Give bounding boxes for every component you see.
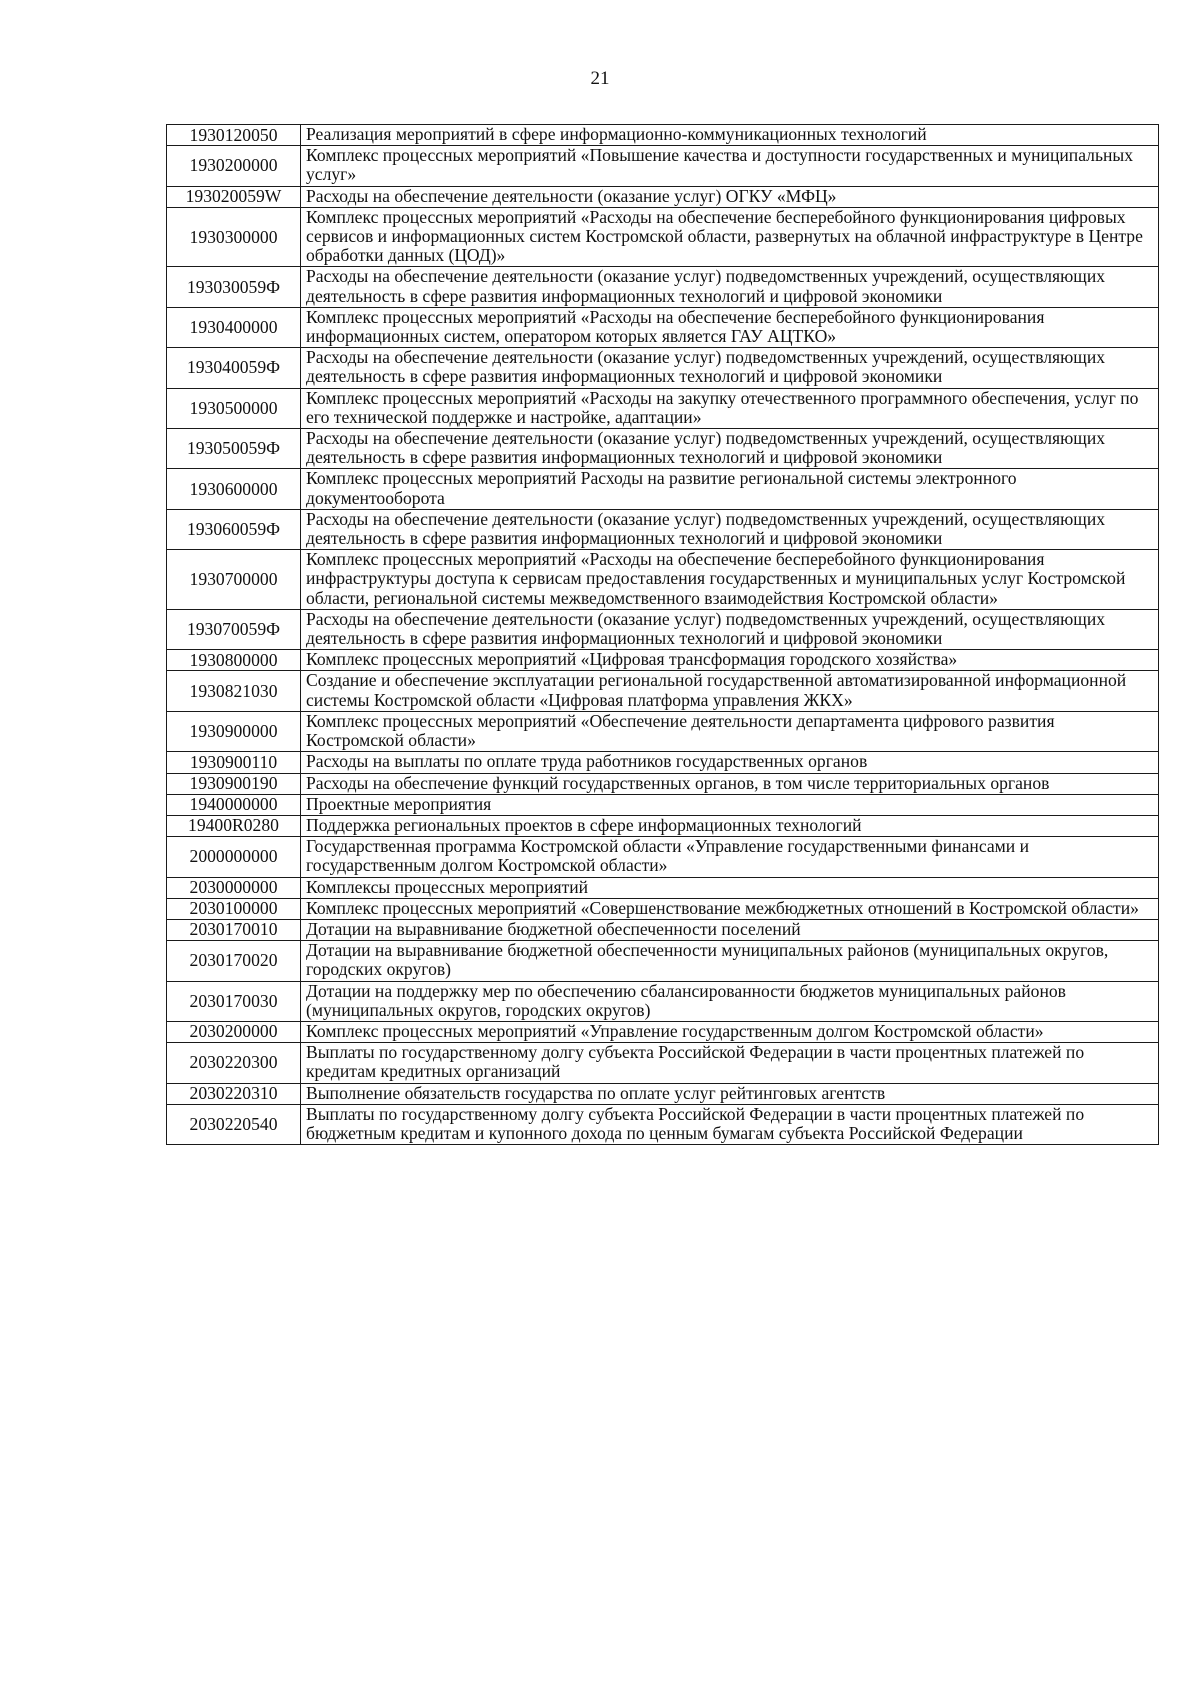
table-row bbox=[167, 981, 1159, 1021]
table-row bbox=[167, 1104, 1159, 1144]
row-code: 1930900000 bbox=[167, 711, 301, 751]
row-code: 1930700000 bbox=[167, 550, 301, 610]
row-description: Дотации на выравнивание бюджетной обеспеченности поселений bbox=[301, 919, 1159, 940]
row-code: 2030000000 bbox=[167, 877, 301, 898]
row-description: Комплекс процессных мероприятий «Цифровая трансформация городского хозяйства» bbox=[301, 650, 1159, 671]
table-row bbox=[167, 1021, 1159, 1042]
table-row bbox=[167, 773, 1159, 794]
table-row bbox=[167, 815, 1159, 836]
row-description: Расходы на обеспечение функций государственных органов, в том числе территориальных органов bbox=[301, 773, 1159, 794]
table-row bbox=[167, 837, 1159, 877]
table-row bbox=[167, 207, 1159, 267]
row-description: Выплаты по государственному долгу субъекта Российской Федерации в части процентных платежей по бюджетным кредитам и купонного дохода по ценным бумагам субъекта Российской Федерации bbox=[301, 1104, 1159, 1144]
table-row bbox=[167, 267, 1159, 307]
table-row bbox=[167, 671, 1159, 711]
table-row bbox=[167, 711, 1159, 751]
row-description: Поддержка региональных проектов в сфере информационных технологий bbox=[301, 815, 1159, 836]
row-code: 1930120050 bbox=[167, 125, 301, 146]
table-row bbox=[167, 898, 1159, 919]
table-row bbox=[167, 429, 1159, 469]
row-code: 1930800000 bbox=[167, 650, 301, 671]
row-description: Комплекс процессных мероприятий «Повышение качества и доступности государственных и муниципальных услуг» bbox=[301, 146, 1159, 186]
row-code: 1930500000 bbox=[167, 388, 301, 428]
table-row bbox=[167, 794, 1159, 815]
table-row bbox=[167, 919, 1159, 940]
row-code: 1930600000 bbox=[167, 469, 301, 509]
row-code: 1930900110 bbox=[167, 752, 301, 773]
row-code: 2030220310 bbox=[167, 1083, 301, 1104]
row-description: Комплекс процессных мероприятий «Расходы на обеспечение бесперебойного функционирования инфраструктуры доступа к сервисам предоставления государственных и муниципальных услуг Костромской области, региональной системы межведомственного взаимодействия Костромской области» bbox=[301, 550, 1159, 610]
row-code: 2030170020 bbox=[167, 941, 301, 981]
row-code: 1940000000 bbox=[167, 794, 301, 815]
row-code: 2000000000 bbox=[167, 837, 301, 877]
table-row bbox=[167, 1083, 1159, 1104]
row-description: Расходы на обеспечение деятельности (оказание услуг) подведомственных учреждений, осуществляющих деятельность в сфере развития информационных технологий и цифровой экономики bbox=[301, 348, 1159, 388]
row-code: 2030100000 bbox=[167, 898, 301, 919]
budget-code-table bbox=[166, 124, 1159, 1145]
table-body bbox=[167, 125, 1159, 1145]
table-row bbox=[167, 650, 1159, 671]
row-description: Дотации на выравнивание бюджетной обеспеченности муниципальных районов (муниципальных округов, городских округов) bbox=[301, 941, 1159, 981]
row-code: 193060059Ф bbox=[167, 509, 301, 549]
table-row bbox=[167, 877, 1159, 898]
row-description: Проектные мероприятия bbox=[301, 794, 1159, 815]
table-row bbox=[167, 609, 1159, 649]
row-code: 1930400000 bbox=[167, 307, 301, 347]
row-code: 193040059Ф bbox=[167, 348, 301, 388]
row-description: Комплекс процессных мероприятий «Управление государственным долгом Костромской области» bbox=[301, 1021, 1159, 1042]
row-code: 2030220300 bbox=[167, 1043, 301, 1083]
row-description: Создание и обеспечение эксплуатации региональной государственной автоматизированной информационной системы Костромской области «Цифровая платформа управления ЖКХ» bbox=[301, 671, 1159, 711]
table-row bbox=[167, 509, 1159, 549]
row-description: Расходы на обеспечение деятельности (оказание услуг) подведомственных учреждений, осуществляющих деятельность в сфере развития информационных технологий и цифровой экономики bbox=[301, 609, 1159, 649]
row-description: Расходы на обеспечение деятельности (оказание услуг) ОГКУ «МФЦ» bbox=[301, 186, 1159, 207]
row-code: 1930200000 bbox=[167, 146, 301, 186]
table-row bbox=[167, 146, 1159, 186]
table-row bbox=[167, 307, 1159, 347]
row-code: 1930300000 bbox=[167, 207, 301, 267]
table-row bbox=[167, 941, 1159, 981]
row-code: 2030170030 bbox=[167, 981, 301, 1021]
table-row bbox=[167, 1043, 1159, 1083]
row-code: 1930900190 bbox=[167, 773, 301, 794]
table-row bbox=[167, 550, 1159, 610]
row-description: Комплекс процессных мероприятий «Расходы на закупку отечественного программного обеспечения, услуг по его технической поддержке и настройке, адаптации» bbox=[301, 388, 1159, 428]
row-description: Расходы на обеспечение деятельности (оказание услуг) подведомственных учреждений, осуществляющих деятельность в сфере развития информационных технологий и цифровой экономики bbox=[301, 267, 1159, 307]
row-code: 2030220540 bbox=[167, 1104, 301, 1144]
row-code: 193070059Ф bbox=[167, 609, 301, 649]
row-description: Комплекс процессных мероприятий «Расходы на обеспечение бесперебойного функционирования цифровых сервисов и информационных систем Костромской области, развернутых на облачной инфраструктуре в Центре обработки данных (ЦОД)» bbox=[301, 207, 1159, 267]
row-code: 193030059Ф bbox=[167, 267, 301, 307]
row-description: Выполнение обязательств государства по оплате услуг рейтинговых агентств bbox=[301, 1083, 1159, 1104]
table-row bbox=[167, 348, 1159, 388]
row-code: 1930821030 bbox=[167, 671, 301, 711]
row-description: Комплекс процессных мероприятий «Обеспечение деятельности департамента цифрового развития Костромской области» bbox=[301, 711, 1159, 751]
row-description: Выплаты по государственному долгу субъекта Российской Федерации в части процентных платежей по кредитам кредитных организаций bbox=[301, 1043, 1159, 1083]
row-description: Расходы на обеспечение деятельности (оказание услуг) подведомственных учреждений, осуществляющих деятельность в сфере развития информационных технологий и цифровой экономики bbox=[301, 509, 1159, 549]
row-code: 2030170010 bbox=[167, 919, 301, 940]
page-number: 21 bbox=[590, 68, 610, 89]
row-code: 19400R0280 bbox=[167, 815, 301, 836]
row-description: Расходы на обеспечение деятельности (оказание услуг) подведомственных учреждений, осуществляющих деятельность в сфере развития информационных технологий и цифровой экономики bbox=[301, 429, 1159, 469]
table-row bbox=[167, 186, 1159, 207]
table-row bbox=[167, 388, 1159, 428]
table-row bbox=[167, 469, 1159, 509]
row-code: 2030200000 bbox=[167, 1021, 301, 1042]
row-description: Государственная программа Костромской области «Управление государственными финансами и государственным долгом Костромской области» bbox=[301, 837, 1159, 877]
row-description: Комплекс процессных мероприятий «Расходы на обеспечение бесперебойного функционирования информационных систем, оператором которых является ГАУ АЦТКО» bbox=[301, 307, 1159, 347]
row-description: Комплексы процессных мероприятий bbox=[301, 877, 1159, 898]
row-code: 193050059Ф bbox=[167, 429, 301, 469]
row-description: Комплекс процессных мероприятий «Совершенствование межбюджетных отношений в Костромской области» bbox=[301, 898, 1159, 919]
row-code: 193020059W bbox=[167, 186, 301, 207]
row-description: Дотации на поддержку мер по обеспечению сбалансированности бюджетов муниципальных районов (муниципальных округов, городских округов) bbox=[301, 981, 1159, 1021]
row-description: Комплекс процессных мероприятий Расходы на развитие региональной системы электронного документооборота bbox=[301, 469, 1159, 509]
row-description: Реализация мероприятий в сфере информационно-коммуникационных технологий bbox=[301, 125, 1159, 146]
row-description: Расходы на выплаты по оплате труда работников государственных органов bbox=[301, 752, 1159, 773]
table-row bbox=[167, 125, 1159, 146]
table-row bbox=[167, 752, 1159, 773]
